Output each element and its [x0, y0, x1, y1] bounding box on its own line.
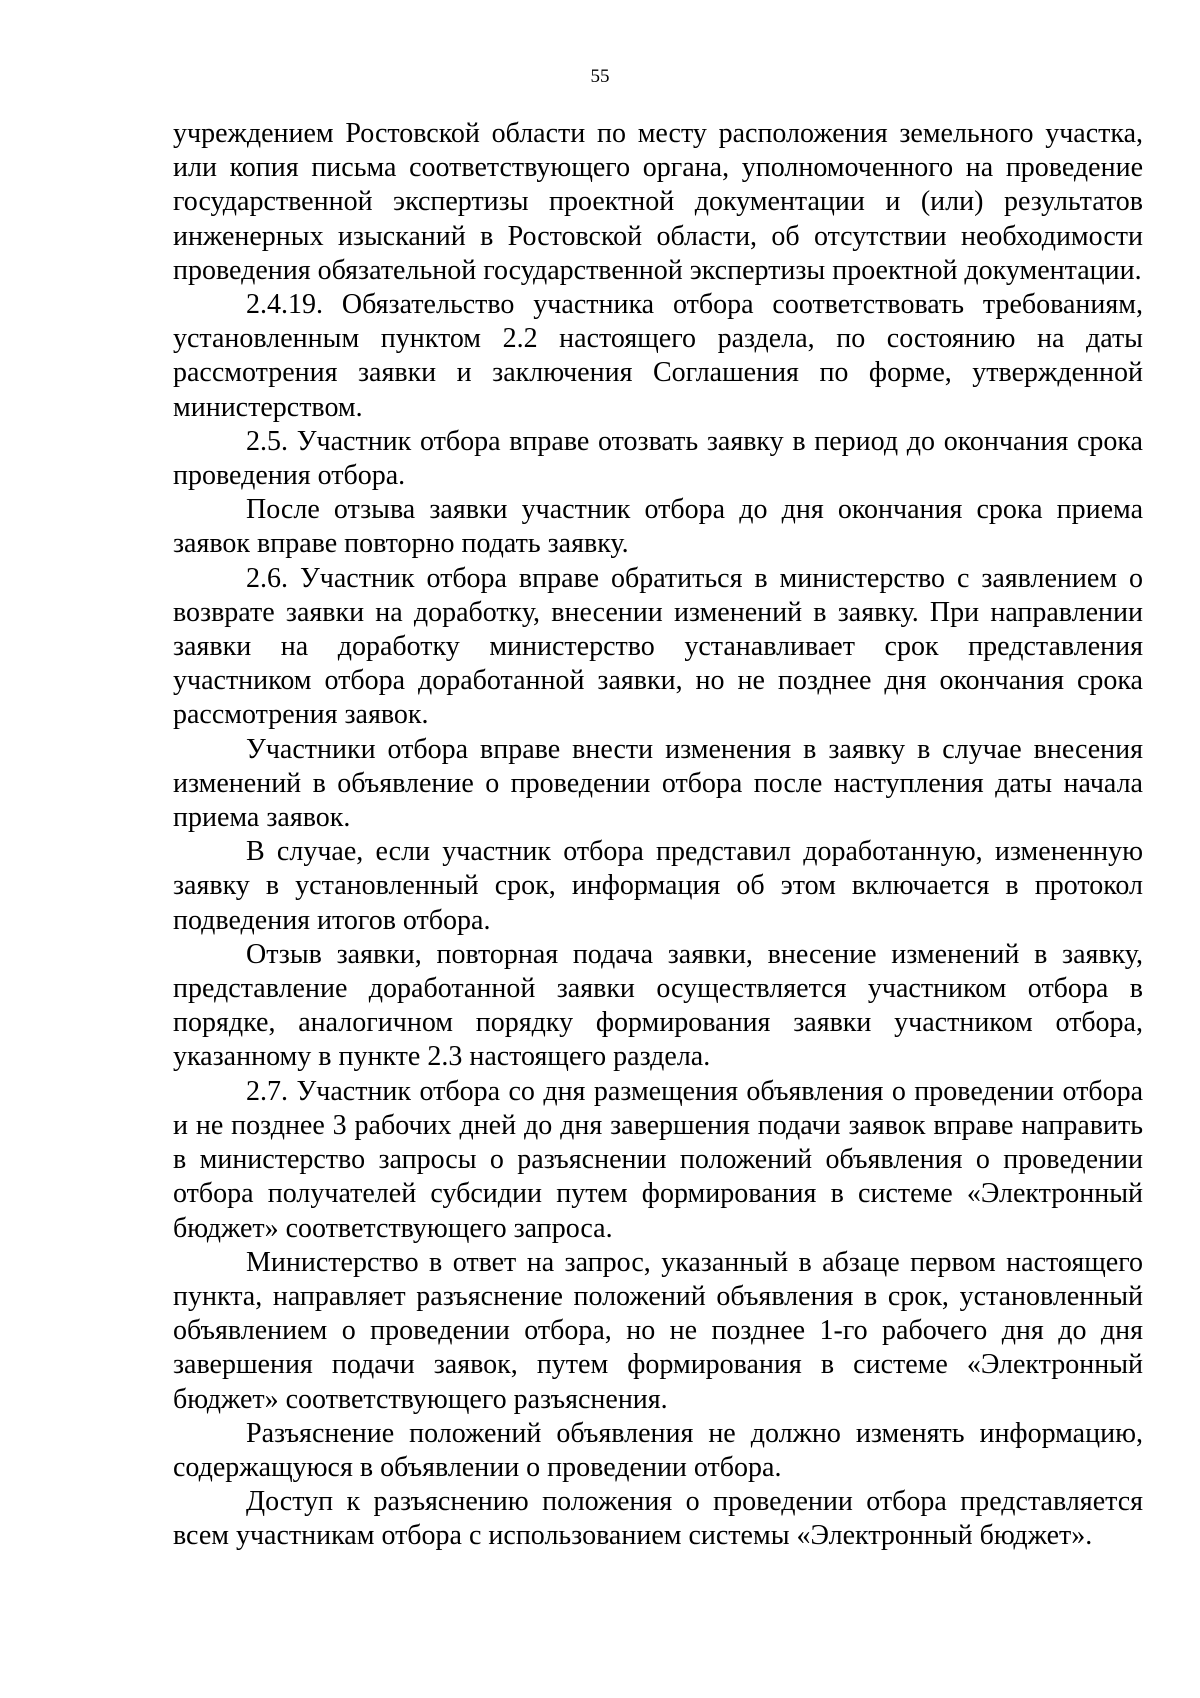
paragraph-2-7: 2.7. Участник отбора со дня размещения объявления о проведении отбора и не позднее 3 рабочих дней до дня завершения подачи заявок вправе направить в министерство запросы о разъяснении положений объявления о проведении отбора получателей субсидии путем формирования в системе «Электронный бюджет» соответствующего запроса. [173, 1075, 1143, 1244]
paragraph-clarification: Разъяснение положений объявления не должно изменять информацию, содержащуюся в объявлении о проведении отбора. [173, 1417, 1143, 1483]
paragraph-changes: Участники отбора вправе внести изменения в заявку в случае внесения изменений в объявление о проведении отбора после наступления даты начала приема заявок. [173, 733, 1143, 834]
document-body [173, 117, 1143, 1554]
paragraph-procedure: Отзыв заявки, повторная подача заявки, внесение изменений в заявку, представление доработанной заявки осуществляется участником отбора в порядке, аналогичном порядку формирования заявки участником отбора, указанному в пункте 2.3 настоящего раздела. [173, 938, 1143, 1073]
paragraph-2-4-19: 2.4.19. Обязательство участника отбора соответствовать требованиям, установленным пунктом 2.2 настоящего раздела, по состоянию на даты рассмотрения заявки и заключения Соглашения по форме, утвержденной министерством. [173, 289, 1143, 423]
paragraph-access: Доступ к разъяснению положения о проведении отбора представляется всем участникам отбора с использованием системы «Электронный бюджет». [173, 1486, 1143, 1552]
page-number: 55 [590, 66, 610, 87]
paragraph-protocol: В случае, если участник отбора представил доработанную, измененную заявку в установленный срок, информация об этом включается в протокол подведения итогов отбора. [173, 836, 1143, 936]
paragraph-2-5: 2.5. Участник отбора вправе отозвать заявку в период до окончания срока проведения отбора. [173, 425, 1143, 492]
paragraph-resubmission: После отзыва заявки участник отбора до дня окончания срока приема заявок вправе повторно подать заявку. [173, 494, 1143, 560]
paragraph-2-6: 2.6. Участник отбора вправе обратиться в министерство с заявлением о возврате заявки на доработку, внесении изменений в заявку. При направлении заявки на доработку министерство устанавливает срок представления участником отбора доработанной заявки, но не позднее дня окончания срока рассмотрения заявок. [173, 562, 1143, 731]
paragraph-ministry-response: Министерство в ответ на запрос, указанный в абзаце первом настоящего пункта, направляет разъяснение положений объявления в срок, установленный объявлением о проведении отбора, но не позднее 1-го рабочего дня до дня завершения подачи заявок, путем формирования в системе «Электронный бюджет» соответствующего разъяснения. [173, 1246, 1143, 1415]
paragraph-continuation: учреждением Ростовской области по месту расположения земельного участка, или копия письма соответствующего органа, уполномоченного на проведение государственной экспертизы проектной документации и (или) результатов инженерных изысканий в Ростовской области, об отсутствии необходимости проведения обязательной государственной экспертизы проектной документации. [173, 118, 1143, 286]
